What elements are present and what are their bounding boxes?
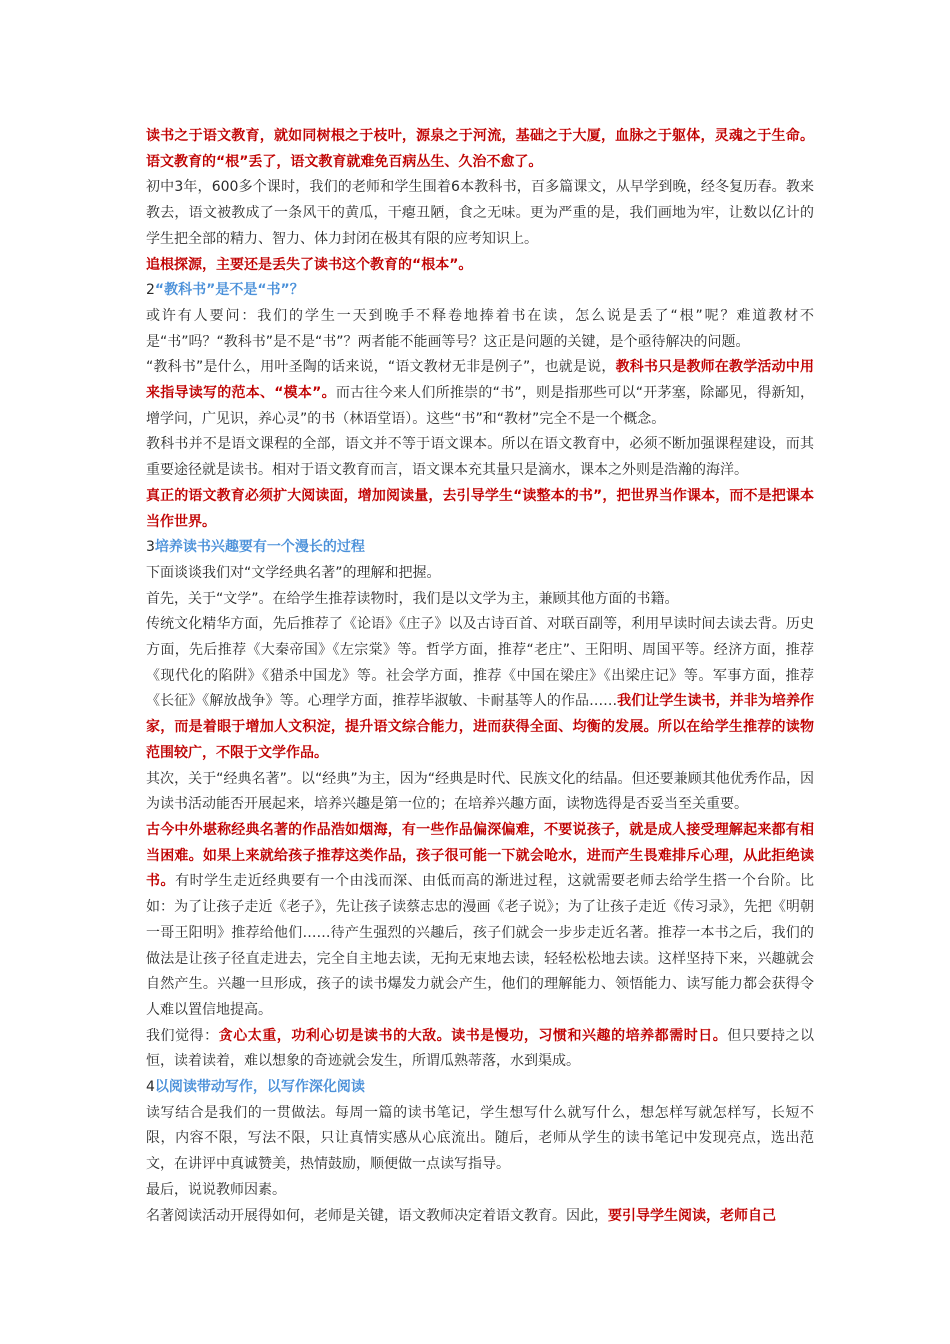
article-body <box>146 124 814 1229</box>
body-text: 而古往今来人们所推崇的“书”，则是指那些可以“开茅塞，除鄙见，得新知，增学问，广见识，养心灵”的书（林语堂语）。这些“书”和“教材”完全不是一个概念。 <box>146 385 814 427</box>
section-number: 2 <box>146 282 155 299</box>
paragraph <box>146 587 814 613</box>
paragraph <box>146 175 814 252</box>
emphasis-text: 古今中外堪称经典名著的作品浩如烟海，有一些作品偏深偏难，不要说孩子，就是成人接受理解起来都有相当困难。如果上来就给孩子推荐这类作品，孩子很可能一下就会呛水，进而产生畏难排斥心理，从此拒绝读书。 <box>146 821 814 890</box>
body-text: 其次，关于“经典名著”。以“经典”为主，因为“经典是时代、民族文化的结晶。但还要兼顾其他优秀作品，因为读书活动能否开展起来，培养兴趣是第一位的；在培养兴趣方面，读物选得是否妥当至关重要。 <box>146 770 814 813</box>
paragraph <box>146 818 814 1024</box>
body-text: 教科书并不是语文课程的全部，语文并不等于语文课本。所以在语文教育中，必须不断加强课程建设，而其重要途径就是读书。相对于语文教育而言，语文课本充其量只是滴水，课本之外则是浩瀚的海洋。 <box>146 436 814 479</box>
body-text: 首先，关于“文学”。在给学生推荐读物时，我们是以文学为主，兼顾其他方面的书籍。 <box>146 590 679 607</box>
emphasis-text: 我们让学生读书，并非为培养作家，而是着眼于增加人文积淀，提升语文综合能力，进而获得全面、均衡的发展。所以在给学生推荐的读物范围较广，不限于文学作品。 <box>146 693 815 761</box>
emphasis-text: 真正的语文教育必须扩大阅读面，增加阅读量，去引导学生“读整本的书”，把世界当作课本，而不是把课本当作世界。 <box>146 487 814 530</box>
paragraph <box>146 1178 814 1204</box>
paragraph <box>146 304 814 355</box>
body-text: 但只要持之以恒，读着读着，难以想象的奇迹就会发生，所谓瓜熟蒂落，水到渠成。 <box>146 1027 815 1070</box>
body-text: 初中3年，600多个课时，我们的老师和学生围着6本教科书，百多篇课文，从早学到晚，经冬复历春。教来教去，语文被教成了一条风干的黄瓜，干瘪丑陋，食之无味。更为严重的是，我们画地为牢，让数以亿计的学生把全部的精力、智力、体力封闭在极其有限的应考知识上。 <box>146 179 814 247</box>
body-text: 名著阅读活动开展得如何，老师是关键，语文教师决定着语文教育。因此， <box>146 1207 608 1224</box>
paragraph <box>146 612 814 766</box>
body-text: 读写结合是我们的一贯做法。每周一篇的读书笔记，学生想写什么就写什么，想怎样写就怎样写，长短不限，内容不限，写法不限，只让真情实感从心底流出。随后，老师从学生的读书笔记中发现亮点，选出范文，在讲评中真诚赞美，热情鼓励，顺便做一点读写指导。 <box>146 1104 814 1173</box>
emphasis-text: 贪心太重，功利心切是读书的大敌。读书是慢功，习惯和兴趣的培养都需时日。 <box>218 1027 728 1044</box>
paragraph <box>146 355 814 432</box>
paragraph <box>146 561 814 587</box>
body-text: 传统文化精华方面，先后推荐了《论语》《庄子》以及古诗百首、对联百副等，利用早读时间去读去背。历史方面，先后推荐《大秦帝国》《左宗棠》等。哲学方面，推荐“老庄”、王阳明、周国平等。经济方面，推荐《现代化的陷阱》《猎杀中国龙》等。社会学方面，推荐《中国在梁庄》《出梁庄记》等。军事方面，推荐《长征》《解放战争》等。心理学方面，推荐毕淑敏、卡耐基等人的作品…… <box>146 616 814 710</box>
emphasis-text: 教科书只是教师在教学活动中用来指导读写的范本、“模本”。 <box>146 359 814 402</box>
paragraph <box>146 1204 814 1230</box>
body-text: 或许有人要问：我们的学生一天到晚手不释卷地捧着书在读，怎么说是丢了“根”呢？难道教材不是“书”吗？“教科书”是不是“书”？两者能不能画等号？这正是问题的关键，是个亟待解决的问题。 <box>146 307 814 350</box>
paragraph <box>146 124 814 175</box>
section-number: 4 <box>146 1079 155 1096</box>
emphasis-text: 读书之于语文教育，就如同树根之于枝叶，源泉之于河流，基础之于大厦，血脉之于躯体，灵魂之于生命。语文教育的“根”丢了，语文教育就难免百病丛生、久治不愈了。 <box>146 128 814 170</box>
section-heading-4 <box>146 1075 814 1101</box>
section-heading-3 <box>146 535 814 561</box>
paragraph <box>146 1101 814 1178</box>
paragraph <box>146 432 814 483</box>
emphasis-text: 要引导学生阅读，老师自己 <box>608 1207 776 1224</box>
body-text: 我们觉得： <box>146 1027 219 1044</box>
section-title: “教科书”是不是“书”？ <box>154 282 304 299</box>
section-title: 以阅读带动写作，以写作深化阅读 <box>154 1079 365 1096</box>
section-number: 3 <box>146 539 155 556</box>
body-text: 有时学生走近经典要有一个由浅而深、由低而高的渐进过程，这就需要老师去给学生搭一个台阶。比如：为了让孩子走近《老子》，先让孩子读蔡志忠的漫画《老子说》；为了让孩子走近《传习录》，先把《明朝一哥王阳明》推荐给他们……待产生强烈的兴趣后，孩子们就会一步步走近名著。推荐一本书之后，我们的做法是让孩子径直走进去，完全自主地去读，无拘无束地去读，轻轻松松地去读。这样坚持下来，兴趣就会自然产生。兴趣一旦形成，孩子的读书爆发力就会产生，他们的理解能力、领悟能力、读写能力都会获得令人难以置信地提高。 <box>146 873 815 1018</box>
paragraph <box>146 484 814 535</box>
section-title: 培养读书兴趣要有一个漫长的过程 <box>154 539 365 556</box>
section-heading-2 <box>146 278 814 304</box>
paragraph <box>146 1024 814 1075</box>
paragraph <box>146 253 814 279</box>
body-text: 最后，说说教师因素。 <box>146 1181 286 1198</box>
paragraph <box>146 767 814 818</box>
body-text: 下面谈谈我们对“文学经典名著”的理解和把握。 <box>146 564 441 581</box>
emphasis-text: 追根探源，主要还是丢失了读书这个教育的“根本”。 <box>146 256 473 273</box>
body-text: “教科书”是什么，用叶圣陶的话来说，“语文教材无非是例子”，也就是说， <box>146 359 616 376</box>
